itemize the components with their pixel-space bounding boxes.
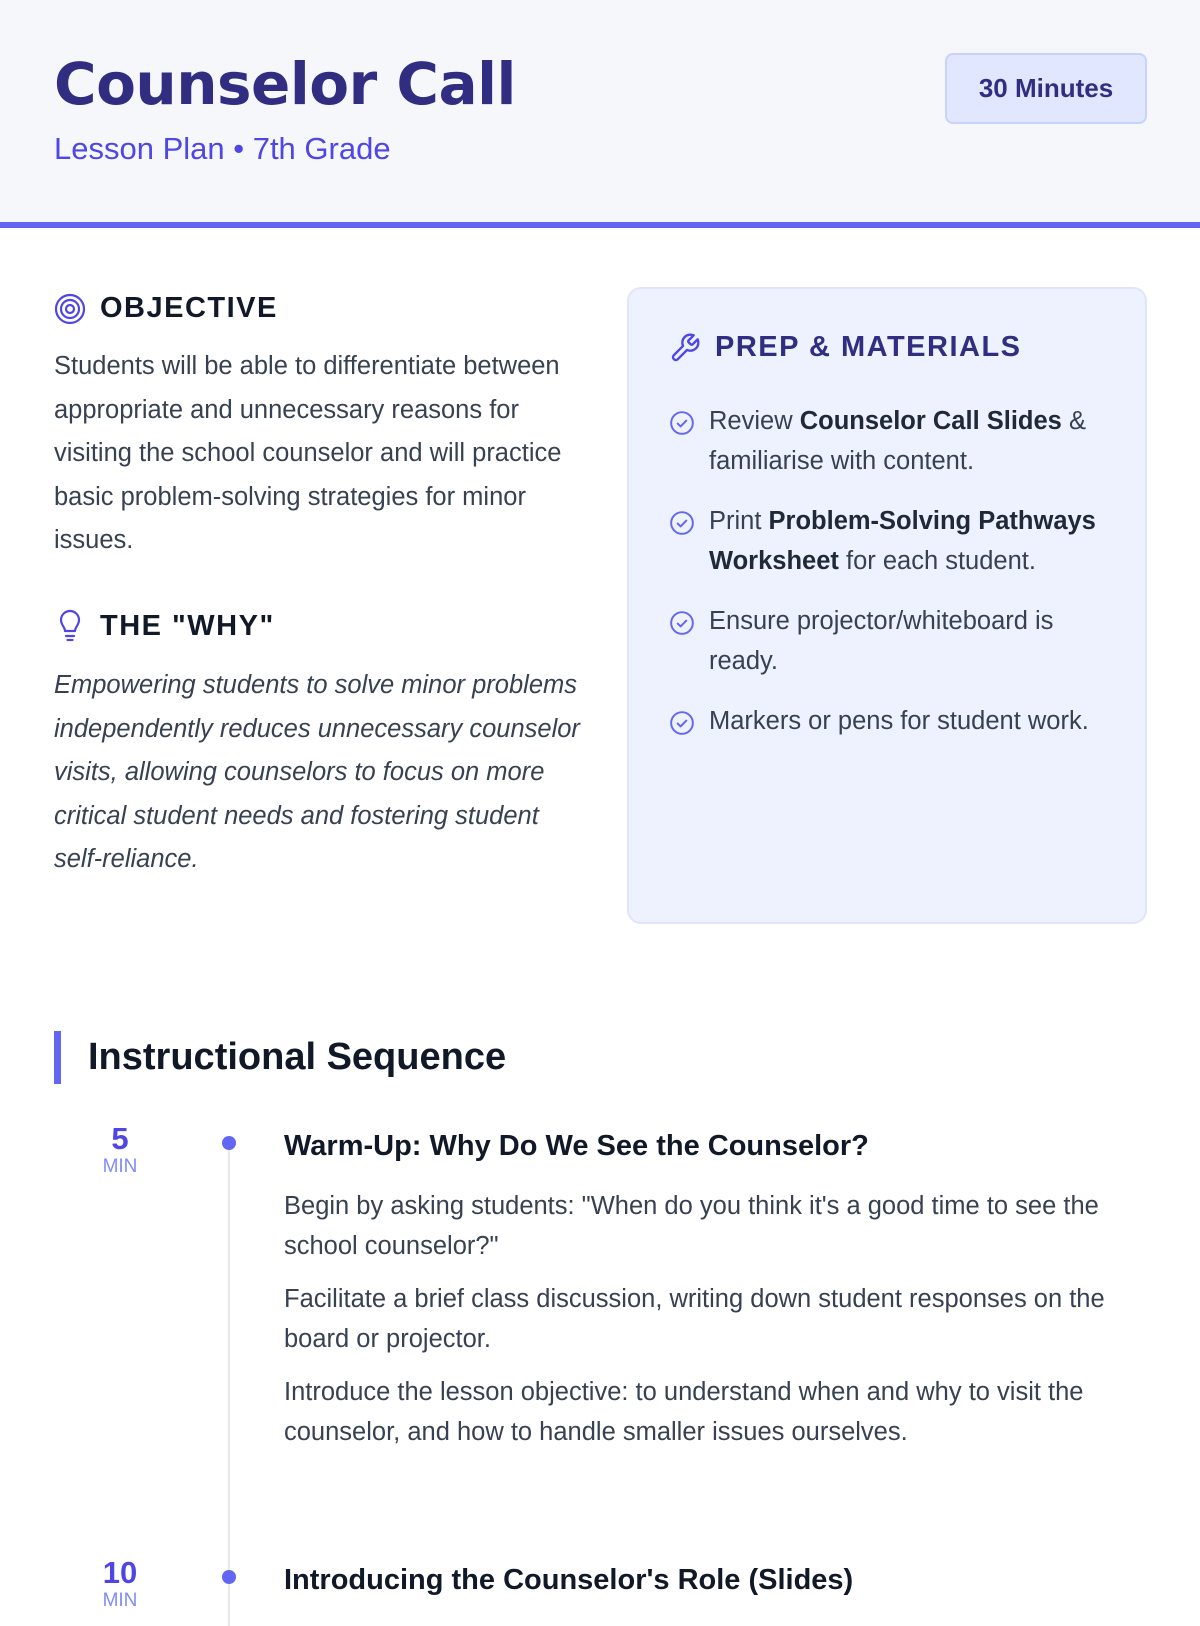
sequence-heading: Instructional Sequence [54, 1031, 506, 1084]
step-minutes: 5 [111, 1121, 129, 1156]
why-heading-row [54, 609, 275, 643]
timeline-line [228, 1150, 230, 1626]
list-item [669, 701, 1119, 741]
list-item [669, 601, 1119, 681]
objective-text: Students will be able to differentiate between appropriate and unnecessary reasons for visiting the school counselor and will practice basic problem-solving strategies for minor issues. [54, 352, 562, 554]
step-title: Warm-Up: Why Do We See the Counselor? [284, 1130, 869, 1162]
materials-heading-row [669, 331, 1022, 364]
why-text: Empowering students to solve minor problems independently reduces unnecessary counselor visits, allowing counselors to focus on more critical student needs and fostering student self-reliance. [54, 671, 580, 873]
step-body [284, 1186, 1154, 1465]
materials-heading: PREP & MATERIALS [715, 331, 1022, 363]
wrench-icon [669, 332, 701, 364]
timeline-dot [222, 1136, 236, 1150]
list-item [669, 401, 1119, 481]
step-paragraph: Facilitate a brief class discussion, writing down student responses on the board or projector. [284, 1285, 1105, 1353]
step-duration [80, 1556, 160, 1612]
objective-heading-row [54, 292, 278, 325]
lightbulb-icon [54, 609, 86, 643]
objective-heading: OBJECTIVE [100, 292, 278, 324]
why-heading: THE "WHY" [100, 609, 275, 642]
step-minutes: 10 [102, 1555, 138, 1590]
check-circle-icon [669, 510, 695, 536]
step-minutes-unit: MIN [102, 1590, 138, 1611]
step-duration [80, 1122, 160, 1178]
step-minutes-unit: MIN [102, 1156, 138, 1177]
materials-list [669, 401, 1119, 761]
duration-badge: 30 Minutes [945, 53, 1147, 124]
material-text: Markers or pens for student work. [709, 707, 1089, 735]
check-circle-icon [669, 410, 695, 436]
page-subtitle: Lesson Plan • 7th Grade [54, 131, 391, 166]
page-title: Counselor Call [54, 50, 516, 118]
step-title: Introducing the Counselor's Role (Slides) [284, 1564, 854, 1596]
step-paragraph: Introduce the lesson objective: to understand when and why to visit the counselor, and how to handle smaller issues ourselves. [284, 1378, 1084, 1446]
materials-card [627, 287, 1147, 924]
material-text: Print Problem-Solving Pathways Worksheet for each student. [709, 507, 1096, 575]
lesson-header [0, 0, 1200, 228]
list-item [669, 501, 1119, 581]
check-circle-icon [669, 610, 695, 636]
target-icon [54, 293, 86, 325]
material-text: Ensure projector/whiteboard is ready. [709, 607, 1054, 675]
step-paragraph: Begin by asking students: "When do you think it's a good time to see the school counselor?" [284, 1192, 1099, 1260]
timeline-dot [222, 1570, 236, 1584]
material-text: Review Counselor Call Slides & familiarise with content. [709, 407, 1086, 475]
check-circle-icon [669, 710, 695, 736]
